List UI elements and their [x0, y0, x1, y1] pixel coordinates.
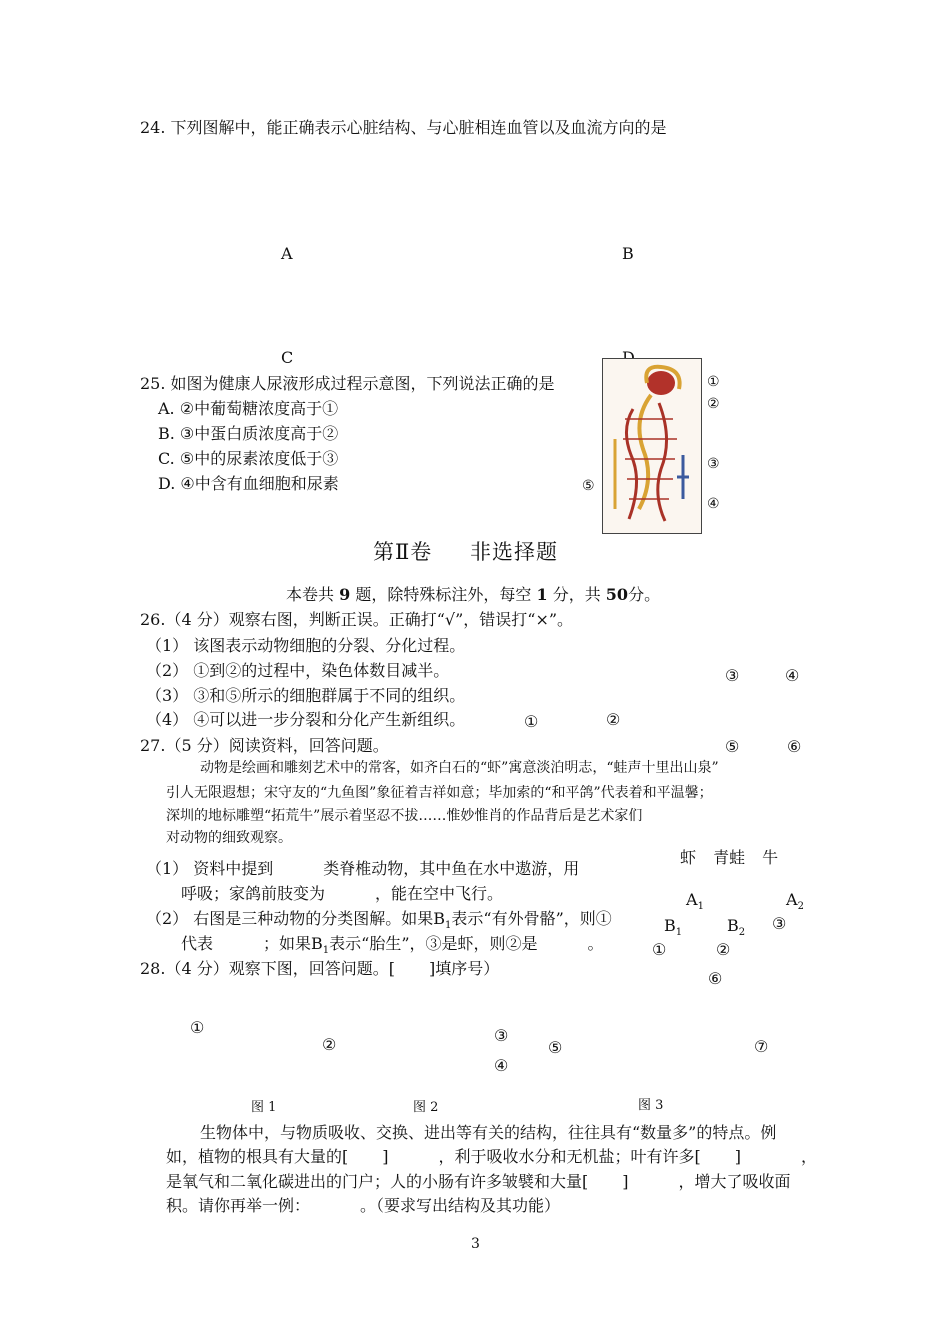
q27-question-1b — [181, 884, 503, 903]
q27-q1c: 呼吸；家鸽前肢变为 — [181, 884, 326, 903]
q26-stem: 26.（4 分）观察右图，判断正误。正确打“√”，错误打“×”。 — [140, 610, 574, 629]
q27-q2f: 。 — [587, 934, 604, 953]
q28-paragraph-line-3 — [166, 1172, 791, 1191]
q28-stem — [140, 959, 499, 978]
q27-question-1a — [146, 859, 579, 878]
q27-q1a: （1） 资料中提到 — [146, 859, 274, 878]
q28-label-6: ⑥ — [708, 969, 723, 988]
q27-tree-c1: ① — [652, 940, 667, 959]
q28-p3c: ，增大了吸收面 — [678, 1172, 791, 1191]
q28-label-5: ⑤ — [548, 1038, 563, 1057]
section-note — [286, 585, 660, 604]
q28-stem-b: ]填序号） — [428, 959, 500, 978]
q27-question-2a — [146, 909, 612, 932]
q27-q2d: ；如果B — [263, 934, 323, 953]
q27-question-2b — [181, 934, 604, 957]
q27-tree-a2 — [786, 890, 804, 913]
q27-tree-c3: ③ — [772, 914, 787, 933]
q28-stem-a: 28.（4 分）观察下图，回答问题。[ — [140, 959, 395, 978]
q26-item-4: （4） ④可以进一步分裂和分化产生新组织。 — [146, 710, 466, 729]
q25-choice-b: B. ③中蛋白质浓度高于② — [158, 424, 339, 443]
q28-paragraph-line-4 — [166, 1196, 560, 1215]
q25-label-1: ① — [707, 374, 720, 390]
q27-tree-b2-sub: 2 — [738, 927, 746, 939]
q27-tree-b2-letter: B — [727, 916, 739, 935]
q28-label-4: ④ — [494, 1056, 509, 1075]
section-note-count: 9 — [339, 585, 351, 604]
q28-p4a: 积。请你再举一例： — [166, 1196, 311, 1215]
q25-choice-d: D. ④中含有血细胞和尿素 — [158, 474, 339, 493]
q27-passage-line-1: 动物是绘画和雕刻艺术中的常客，如齐白石的“虾”寓意淡泊明志，“蛙声十里出山泉” — [200, 760, 719, 776]
q28-p4b: 。（要求写出结构及其功能） — [360, 1196, 561, 1215]
q26-item-1: （1） 该图表示动物细胞的分裂、分化过程。 — [146, 636, 466, 655]
q27-tree-a2-sub: 2 — [797, 901, 804, 913]
q28-label-3: ③ — [494, 1026, 509, 1045]
page-number: 3 — [471, 1236, 480, 1252]
q27-tree-b1-letter: B — [664, 916, 676, 935]
q28-label-1: ① — [190, 1018, 205, 1037]
q26-item-3: （3） ③和⑤所示的细胞群属于不同的组织。 — [146, 686, 466, 705]
q25-choice-c: C. ⑤中的尿素浓度低于③ — [158, 449, 339, 468]
q27-q2e: 表示“胎生”，③是虾，则②是 — [329, 934, 538, 953]
q26-label-1: ① — [524, 712, 539, 731]
section-title: 第Ⅱ卷 非选择题 — [373, 540, 558, 564]
q26-label-2: ② — [606, 710, 621, 729]
section-note-d: 分。 — [628, 585, 661, 604]
section-note-score-each: 1 — [536, 585, 548, 604]
q25-stem: 25. 如图为健康人尿液形成过程示意图，下列说法正确的是 — [140, 374, 555, 393]
q26-label-5: ⑤ — [725, 737, 740, 756]
q28-p3a: 是氧气和二氧化碳进出的门户；人的小肠有许多皱襞和大量[ — [166, 1172, 589, 1191]
q27-tree-a1-letter: A — [686, 890, 698, 909]
q28-label-2: ② — [322, 1035, 337, 1054]
q27-stem: 27.（5 分）阅读资料，回答问题。 — [140, 736, 389, 755]
q28-p2c: ，利于吸收水分和无机盐；叶有许多[ — [438, 1147, 701, 1166]
q28-p2b: ] — [382, 1147, 389, 1166]
q27-tree-a2-letter: A — [786, 890, 798, 909]
nephron-diagram — [602, 358, 702, 534]
q27-animals: 虾 青蛙 牛 — [680, 848, 779, 867]
q26-item-2: （2） ①到②的过程中，染色体数目减半。 — [146, 661, 450, 680]
q28-p2d: ] — [734, 1147, 741, 1166]
q27-tree-a1 — [686, 890, 704, 913]
q28-p3b: ] — [622, 1172, 629, 1191]
q27-passage-line-4: 对动物的细致观察。 — [166, 830, 292, 846]
q27-tree-b2 — [727, 916, 745, 939]
q28-paragraph-line-1: 生物体中，与物质吸收、交换、进出等有关的结构，往往具有“数量多”的特点。例 — [200, 1123, 777, 1142]
q28-figure-1-caption: 图 1 — [251, 1100, 277, 1115]
q24-option-a: A — [281, 244, 293, 263]
q28-label-7: ⑦ — [754, 1037, 769, 1056]
q27-tree-a1-sub: 1 — [697, 901, 704, 913]
q25-label-5: ⑤ — [582, 478, 595, 494]
q28-figure-2-caption: 图 2 — [413, 1100, 439, 1115]
q25-choice-a: A. ②中葡萄糖浓度高于① — [158, 399, 339, 418]
q28-paragraph-line-2 — [166, 1147, 817, 1166]
q27-q2-sub-1: 1 — [445, 920, 452, 932]
q27-tree-c2: ② — [716, 940, 731, 959]
q27-q1d: ，能在空中飞行。 — [375, 884, 504, 903]
section-note-c: 分，共 — [552, 585, 601, 604]
q24-option-c: C — [281, 348, 294, 367]
q27-tree-b1-sub: 1 — [675, 927, 683, 939]
section-note-b: 题，除特殊标注外，每空 — [355, 585, 532, 604]
q28-p2a: 如，植物的根具有大量的[ — [166, 1147, 349, 1166]
q27-q2b: 表示“有外骨骼”，则① — [451, 909, 612, 928]
q27-q2c: 代表 — [181, 934, 214, 953]
q26-label-6: ⑥ — [787, 737, 802, 756]
q28-figure-3-caption: 图 3 — [638, 1098, 664, 1113]
q27-q2-sub-1b: 1 — [322, 945, 330, 957]
q24-option-b: B — [622, 244, 634, 263]
q24-stem: 24. 下列图解中，能正确表示心脏结构、与心脏相连血管以及血流方向的是 — [140, 118, 667, 137]
q27-tree-b1 — [664, 916, 682, 939]
section-note-a: 本卷共 — [286, 585, 335, 604]
section-note-total: 50 — [605, 585, 629, 604]
q28-p2e: ， — [801, 1147, 818, 1166]
q27-passage-line-2: 引人无限遐想；宋守友的“九鱼图”象征着吉祥如意；毕加索的“和平鸽”代表着和平温馨； — [166, 785, 713, 801]
q27-q2a: （2） 右图是三种动物的分类图解。如果B — [146, 909, 446, 928]
q26-label-3: ③ — [725, 666, 740, 685]
q25-label-4: ④ — [707, 496, 720, 512]
q25-label-3: ③ — [707, 456, 720, 472]
q26-label-4: ④ — [785, 666, 800, 685]
q27-passage-line-3: 深圳的地标雕塑“拓荒牛”展示着坚忍不拔……惟妙惟肖的作品背后是艺术家们 — [166, 808, 643, 824]
q27-q1b: 类脊椎动物，其中鱼在水中遨游，用 — [323, 859, 580, 878]
q25-label-2: ② — [707, 396, 720, 412]
